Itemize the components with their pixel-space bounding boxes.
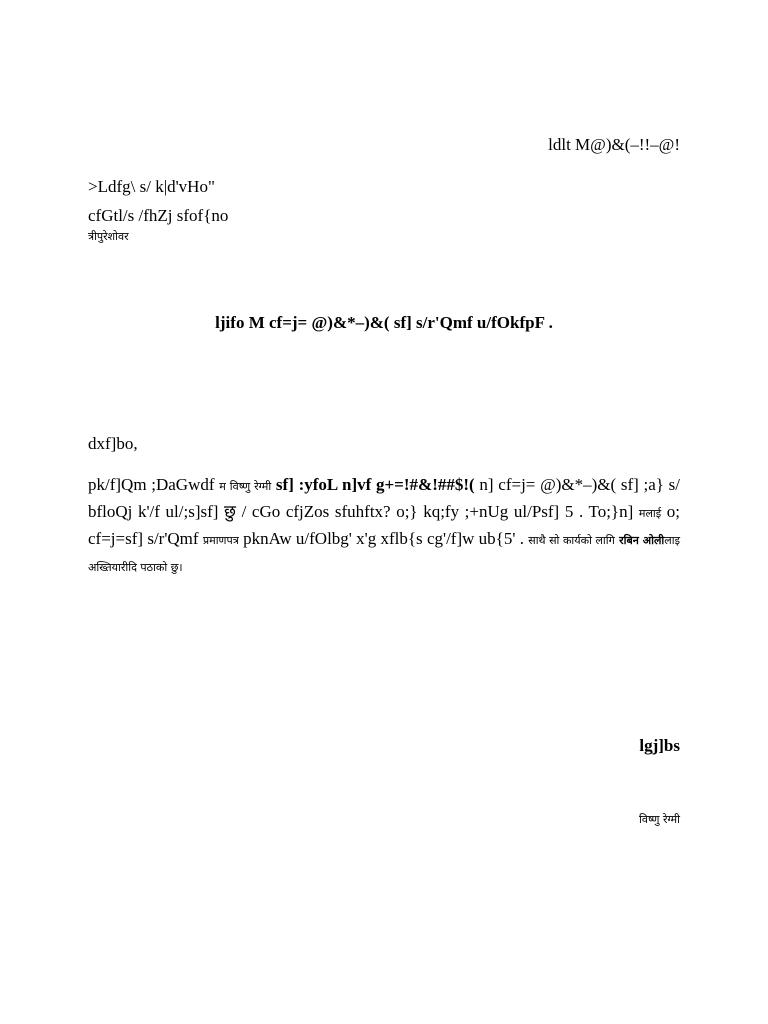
body-text-5: n] cf=j= @)&*–)&( sf] ;a} s/ bfloQj k'/f ul/;s]sf] छु / cGo cfjZos sfuhftx? o;} kq;fy ;+nUg ul/Psf] 5 . To;}n] [88, 475, 681, 521]
body-text-12: लाइ अख्तियारीदि पठाको छु। [88, 534, 680, 574]
body-text-7: o; cf=j=sf] s/r'Qmf [88, 502, 681, 548]
body-text-3: sf] :yfoL n]vf g [275, 475, 385, 494]
recipient-line-3: त्रीपुरेशोवर [88, 230, 129, 243]
letter-subject: ljifo M cf=j= @)&*–)&( sf] s/r'Qmf u/fOkfpF . [215, 313, 553, 332]
signer-name: विष्णु रेग्मी [639, 813, 680, 826]
body-text-10: साथै सो कार्यको लागि [528, 534, 615, 547]
body-text-4: +=!#&!##$!( [384, 475, 475, 494]
recipient-line-1: >Ldfg\ s/ k|d'vHo" [88, 177, 215, 196]
letter-salutation: dxf]bo, [88, 434, 138, 453]
letter-date: ldlt M@)&(–!!–@! [548, 135, 680, 154]
body-text-6: मलाई [638, 507, 662, 520]
body-text-11: रबिन ओली [619, 534, 665, 547]
body-text-2: म विष्णु रेग्मी [219, 480, 272, 493]
body-text-9: pknAw u/fOlbg' x'g xflb{s cg'/f]w ub{5' . [243, 529, 524, 548]
body-text-1: pk/f]Qm ;DaGwdf [88, 475, 215, 494]
body-text-8: प्रमाणपत्र [202, 534, 239, 547]
letter-signoff: lgj]bs [639, 736, 680, 755]
letter-body [88, 472, 680, 580]
recipient-line-2: cfGtl/s /fhZj sfof{no [88, 206, 229, 225]
